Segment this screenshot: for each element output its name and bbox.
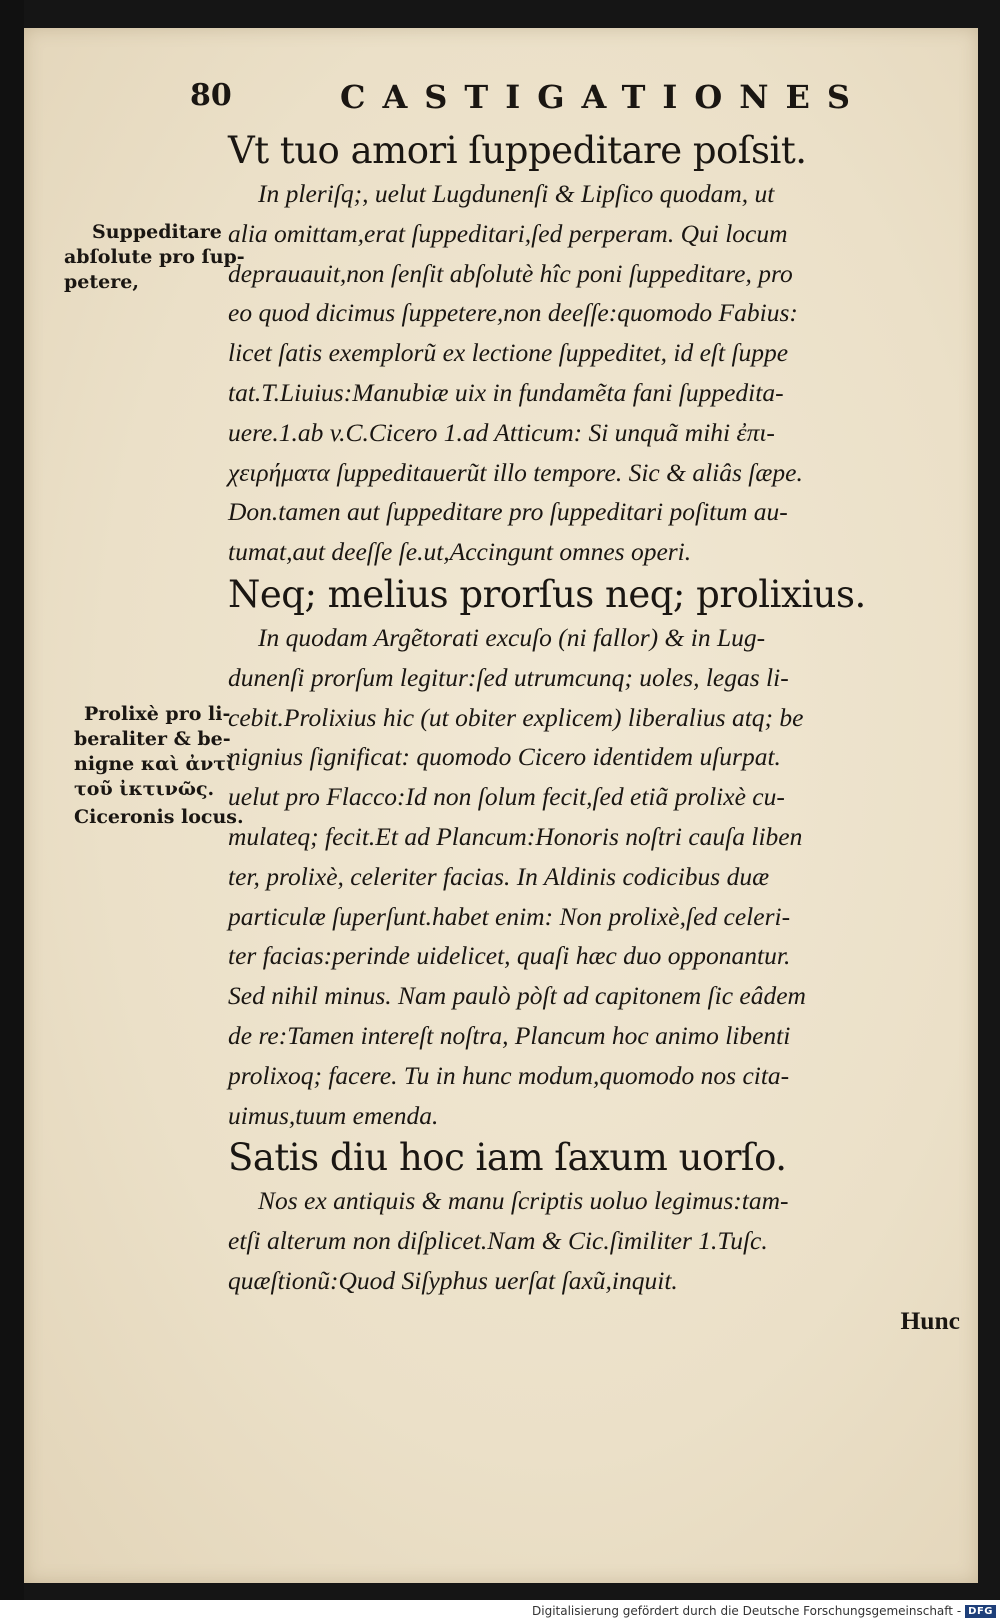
text-line: uelut pro Flacco:Id non ſolum fecit,ſed etiã prolixè cu- [228,782,785,812]
lemma-heading: Neq; melius prorſus neq; prolixius. [228,572,866,616]
text-line: ter, prolixè, celeriter facias. In Aldinis codicibus duæ [228,861,770,891]
text-line: In pleriſq;, uelut Lugdunenſi & Lipſico quodam, ut [258,179,775,208]
text-line: prolixoq; facere. Tu in hunc modum,quomodo nos cita- [228,1060,790,1090]
text-line: particulæ ſuperſunt.habet enim: Non prolixè,ſed celeri- [228,901,791,931]
lemma-heading: Satis diu hoc iam ſaxum uorſo. [228,1136,787,1180]
running-head [190,78,867,118]
main-text [228,128,968,1341]
text-line: alia omittam,erat ſuppeditari,ſed perperam. Qui locum [228,218,788,248]
text-line: Nos ex antiquis & manu ſcriptis uoluo legimus:tam- [258,1186,789,1216]
section-1 [228,130,968,572]
text-line: uere.1.ab v.C.Cicero 1.ad Atticum: Si unquã mihi ἐπι- [228,417,775,447]
digitization-footer [532,1600,996,1622]
text-line: Don.tamen aut ſuppeditare pro ſuppeditari poſitum au- [228,497,788,527]
text-line: dunenſi prorſum legitur:ſed utrumcunq; uoles, legas li- [228,662,789,692]
text-line: cebit.Prolixius hic (ut obiter explicem) liberalius atq; be [228,702,804,732]
footer-text: Digitalisierung gefördert durch die Deutsche Forschungsgemeinschaft - [532,1604,962,1618]
text-line: nignius ſignificat: quomodo Cicero identidem uſurpat. [228,742,781,772]
marginal-note-ciceronis: Ciceronis locus. [74,806,244,828]
section-3 [228,1137,968,1300]
text-line: Sed nihil minus. Nam paulò pòſt ad capitonem ſic eâdem [228,981,806,1011]
text-line: mulateq; fecit.Et ad Plancum:Honoris noſtri cauſa liben [228,821,803,851]
text-line: χειρήματα ſuppeditauerũt illo tempore. Sic & aliâs ſæpe. [228,457,803,487]
marginal-note-suppeditare: Suppeditare abſolute pro ſup- petere, [64,221,245,293]
text-line: de re:Tamen intereſt noſtra, Plancum hoc animo libenti [228,1020,791,1050]
running-title: CASTIGATIONES [340,78,867,116]
marginal-note-prolixe: Prolixè pro li- beraliter & be- nigne καὶ ἀντὶ τοῦ ἰκτινῶς. [74,703,236,800]
text-line: eo quod dicimus ſuppetere,non deeſſe:quomodo Fabius: [228,298,798,328]
text-line: tat.T.Liuius:Manubiæ uix in fundamẽta fani ſuppedita- [228,377,784,407]
text-line: deprauauit,non ſenſit abſolutè hîc poni ſuppeditare, pro [228,258,793,288]
text-line: licet ſatis exemplorũ ex lectione ſuppeditet, id eſt ſuppe [228,338,789,368]
scan-left-edge [0,0,24,1600]
lemma-heading: Vt tuo amori ſuppeditare poſsit. [228,129,807,172]
section-2 [228,574,968,1135]
dfg-logo: DFG [965,1605,996,1618]
text-line: etſi alterum non diſplicet.Nam & Cic.ſimiliter 1.Tuſc. [228,1226,768,1256]
text-line: In quodam Argẽtorati excuſo (ni fallor) & in Lug- [258,622,766,652]
text-line: uimus,tuum emenda. [228,1100,439,1130]
text-line: tumat,aut deeſſe ſe.ut,Accingunt omnes operi. [228,537,692,567]
text-line: ter facias:perinde uidelicet, quaſi hæc duo opponantur. [228,941,791,971]
text-line: quæſtionũ:Quod Siſyphus uerſat ſaxũ,inquit. [228,1265,678,1295]
catchword: Hunc [900,1305,960,1335]
page-number: 80 [190,78,232,113]
